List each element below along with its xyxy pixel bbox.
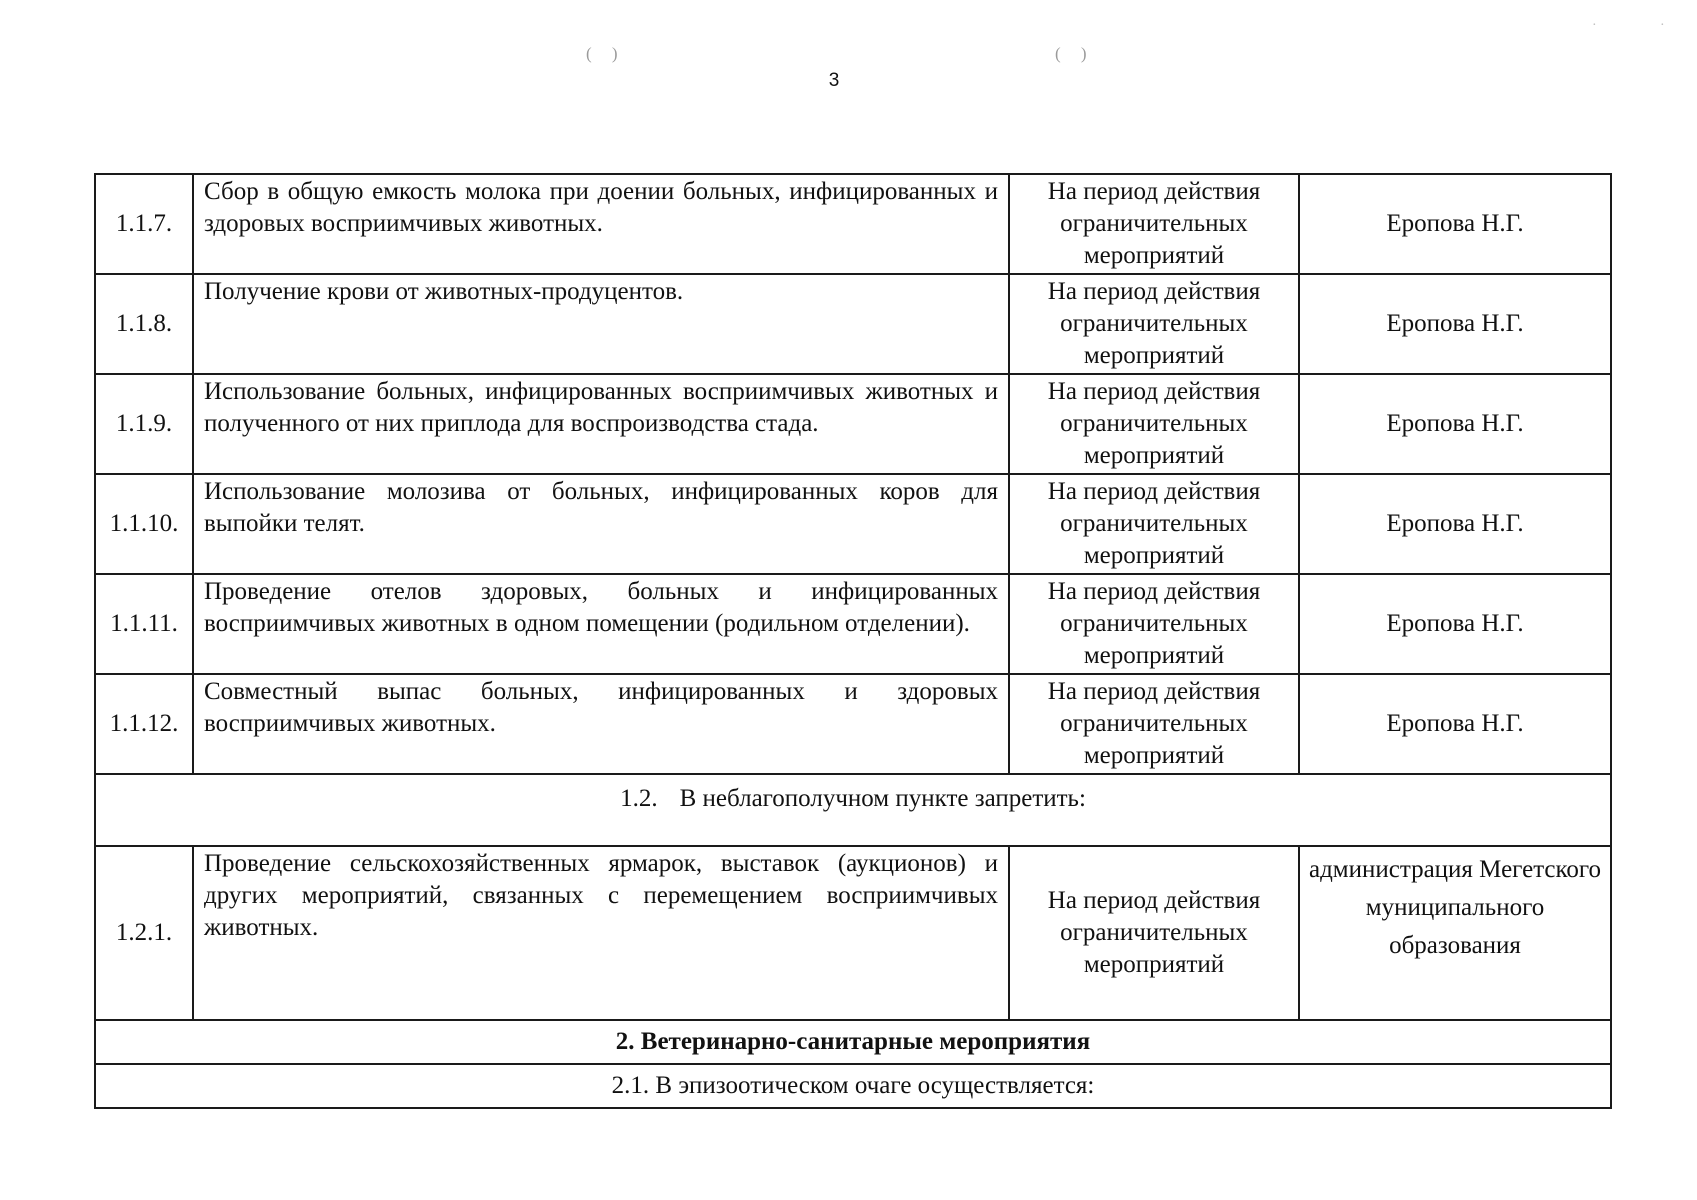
subsection-title: 2.1. В эпизоотическом очаге осуществляется: [95,1064,1611,1108]
item-number: 1.1.12. [95,674,193,774]
page-number: 3 [828,70,840,91]
subheading-cell [95,774,1611,846]
item-number: 1.1.8. [95,274,193,374]
item-term: На период действия ограничительных мероприятий [1009,846,1299,1020]
item-number: 1.1.9. [95,374,193,474]
item-number: 1.1.10. [95,474,193,574]
item-responsible: Еропова Н.Г. [1299,374,1611,474]
subsection-row [95,1064,1611,1108]
item-responsible: администрация Мегетского муниципального образования [1299,846,1611,1020]
section-row [95,1020,1611,1064]
item-text: Получение крови от животных-продуцентов. [193,274,1009,374]
item-responsible: Еропова Н.Г. [1299,274,1611,374]
scan-mark-left: ( ) [586,44,626,63]
section-title: 2. Ветеринарно-санитарные мероприятия [95,1020,1611,1064]
item-text: Использование больных, инфицированных восприимчивых животных и полученного от них приплода для воспроизводства стада. [193,374,1009,474]
table-row [95,574,1611,674]
item-number: 1.1.7. [95,174,193,274]
item-term: На период действия ограничительных мероприятий [1009,574,1299,674]
item-responsible: Еропова Н.Г. [1299,674,1611,774]
item-responsible: Еропова Н.Г. [1299,174,1611,274]
item-number: 1.1.11. [95,574,193,674]
table-row [95,474,1611,574]
measures-table [94,173,1612,1109]
subheading-row [95,774,1611,846]
item-term: На период действия ограничительных мероприятий [1009,374,1299,474]
scan-speck: · [1592,18,1597,33]
table-row [95,674,1611,774]
item-responsible: Еропова Н.Г. [1299,474,1611,574]
item-text: Сбор в общую емкость молока при доении больных, инфицированных и здоровых восприимчивых животных. [193,174,1009,274]
subheading-number: 1.2. [620,785,658,812]
item-text: Совместный выпас больных, инфицированных и здоровых восприимчивых животных. [193,674,1009,774]
item-responsible: Еропова Н.Г. [1299,574,1611,674]
item-text: Проведение отелов здоровых, больных и инфицированных восприимчивых животных в одном помещении (родильном отделении). [193,574,1009,674]
scan-mark-right: ( ) [1055,44,1095,63]
item-term: На период действия ограничительных мероприятий [1009,174,1299,274]
table-row [95,174,1611,274]
scan-speck: · [1660,18,1665,33]
item-number: 1.2.1. [95,846,193,1020]
table-row [95,846,1611,1020]
table-row [95,374,1611,474]
item-term: На период действия ограничительных мероприятий [1009,274,1299,374]
item-text: Использование молозива от больных, инфицированных коров для выпойки телят. [193,474,1009,574]
item-text: Проведение сельскохозяйственных ярмарок, выставок (аукционов) и других мероприятий, связанных с перемещением восприимчивых животных. [193,846,1009,1020]
item-term: На период действия ограничительных мероприятий [1009,674,1299,774]
item-term: На период действия ограничительных мероприятий [1009,474,1299,574]
subheading-text: В неблагополучном пункте запретить: [679,785,1086,812]
table-row [95,274,1611,374]
